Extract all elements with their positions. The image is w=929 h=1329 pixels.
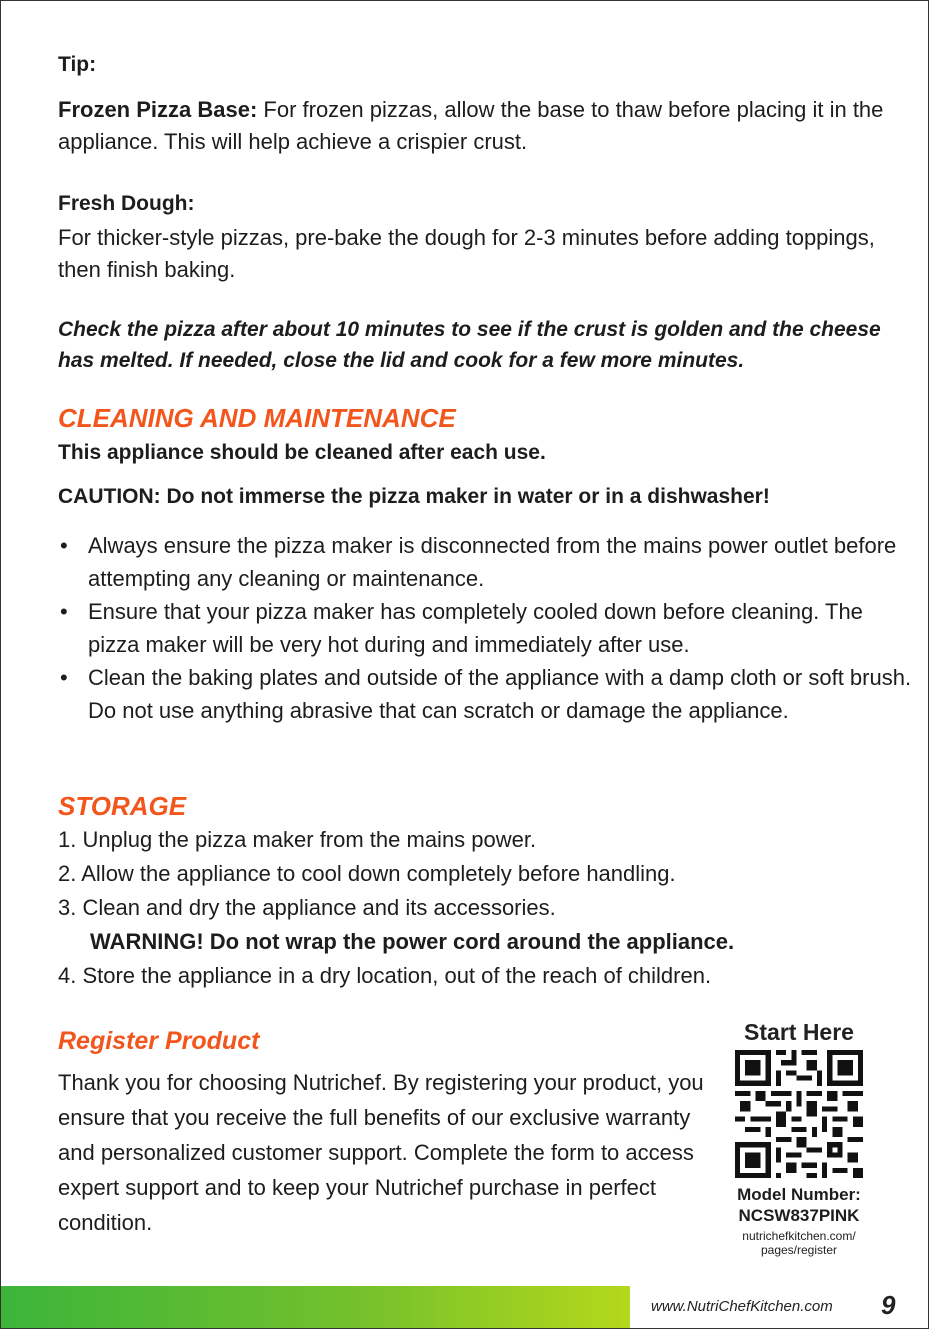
fresh-dough-text: For thicker-style pizzas, pre-bake the dough for 2-3 minutes before adding toppings, then finish baking. <box>58 225 875 282</box>
storage-step: 3. Clean and dry the appliance and its accessories. <box>58 895 556 920</box>
frozen-pizza-label: Frozen Pizza Base: <box>58 97 258 122</box>
cleaning-heading: CLEANING AND MAINTENANCE <box>58 403 456 433</box>
tip-label: Tip: <box>58 53 97 76</box>
register-heading: Register Product <box>58 1027 260 1055</box>
start-here-label: Start Here <box>744 1019 854 1045</box>
bullet-icon: • <box>60 665 68 690</box>
bullet-icon: • <box>60 599 68 624</box>
storage-step: 2. Allow the appliance to cool down completely before handling. <box>58 861 676 886</box>
cleaning-bullet-list <box>58 529 918 727</box>
list-item <box>58 661 918 727</box>
bullet-text: Clean the baking plates and outside of the appliance with a damp cloth or soft brush. Do not use anything abrasive that can scratch or damage the appliance. <box>88 665 912 723</box>
storage-warning: WARNING! Do not wrap the power cord around the appliance. <box>90 929 735 954</box>
storage-heading: STORAGE <box>58 791 187 821</box>
model-number: NCSW837PINK <box>738 1206 860 1225</box>
bullet-icon: • <box>60 533 68 558</box>
check-pizza-note: Check the pizza after about 10 minutes to see if the crust is golden and the cheese has melted. If needed, close the lid and cook for a few more minutes. <box>58 318 881 372</box>
qr-code-icon[interactable] <box>735 1050 863 1178</box>
frozen-pizza-text: For frozen pizzas, allow the base to thaw before placing it in the appliance. This will help achieve a crispier crust. <box>58 97 884 154</box>
footer-gradient-bar <box>1 1286 630 1328</box>
page-number: 9 <box>881 1290 896 1320</box>
list-item <box>58 529 918 595</box>
storage-steps <box>58 823 878 993</box>
cleaning-subheading: This appliance should be cleaned after each use. <box>58 441 546 464</box>
register-qr-block[interactable] <box>719 1019 879 1257</box>
register-url[interactable]: nutrichefkitchen.com/ pages/register <box>742 1229 856 1257</box>
fresh-dough-label: Fresh Dough: <box>58 192 195 215</box>
register-text: Thank you for choosing Nutrichef. By registering your product, you ensure that you receive the full benefits of our exclusive warranty and personalized customer support. Complete the form to access expert support and to keep your Nutrichef purchase in perfect condition. <box>58 1070 704 1235</box>
model-number-label: Model Number: <box>737 1185 861 1204</box>
caution-notice: CAUTION: Do not immerse the pizza maker in water or in a dishwasher! <box>58 485 770 508</box>
storage-step: 1. Unplug the pizza maker from the mains power. <box>58 827 537 852</box>
footer-website[interactable]: www.NutriChefKitchen.com <box>651 1298 833 1315</box>
storage-step: 4. Store the appliance in a dry location, out of the reach of children. <box>58 963 712 988</box>
bullet-text: Always ensure the pizza maker is disconnected from the mains power outlet before attempting any cleaning or maintenance. <box>88 533 897 591</box>
bullet-text: Ensure that your pizza maker has completely cooled down before cleaning. The pizza maker will be very hot during and immediately after use. <box>88 599 863 657</box>
list-item <box>58 595 918 661</box>
frozen-pizza-tip <box>58 94 888 158</box>
